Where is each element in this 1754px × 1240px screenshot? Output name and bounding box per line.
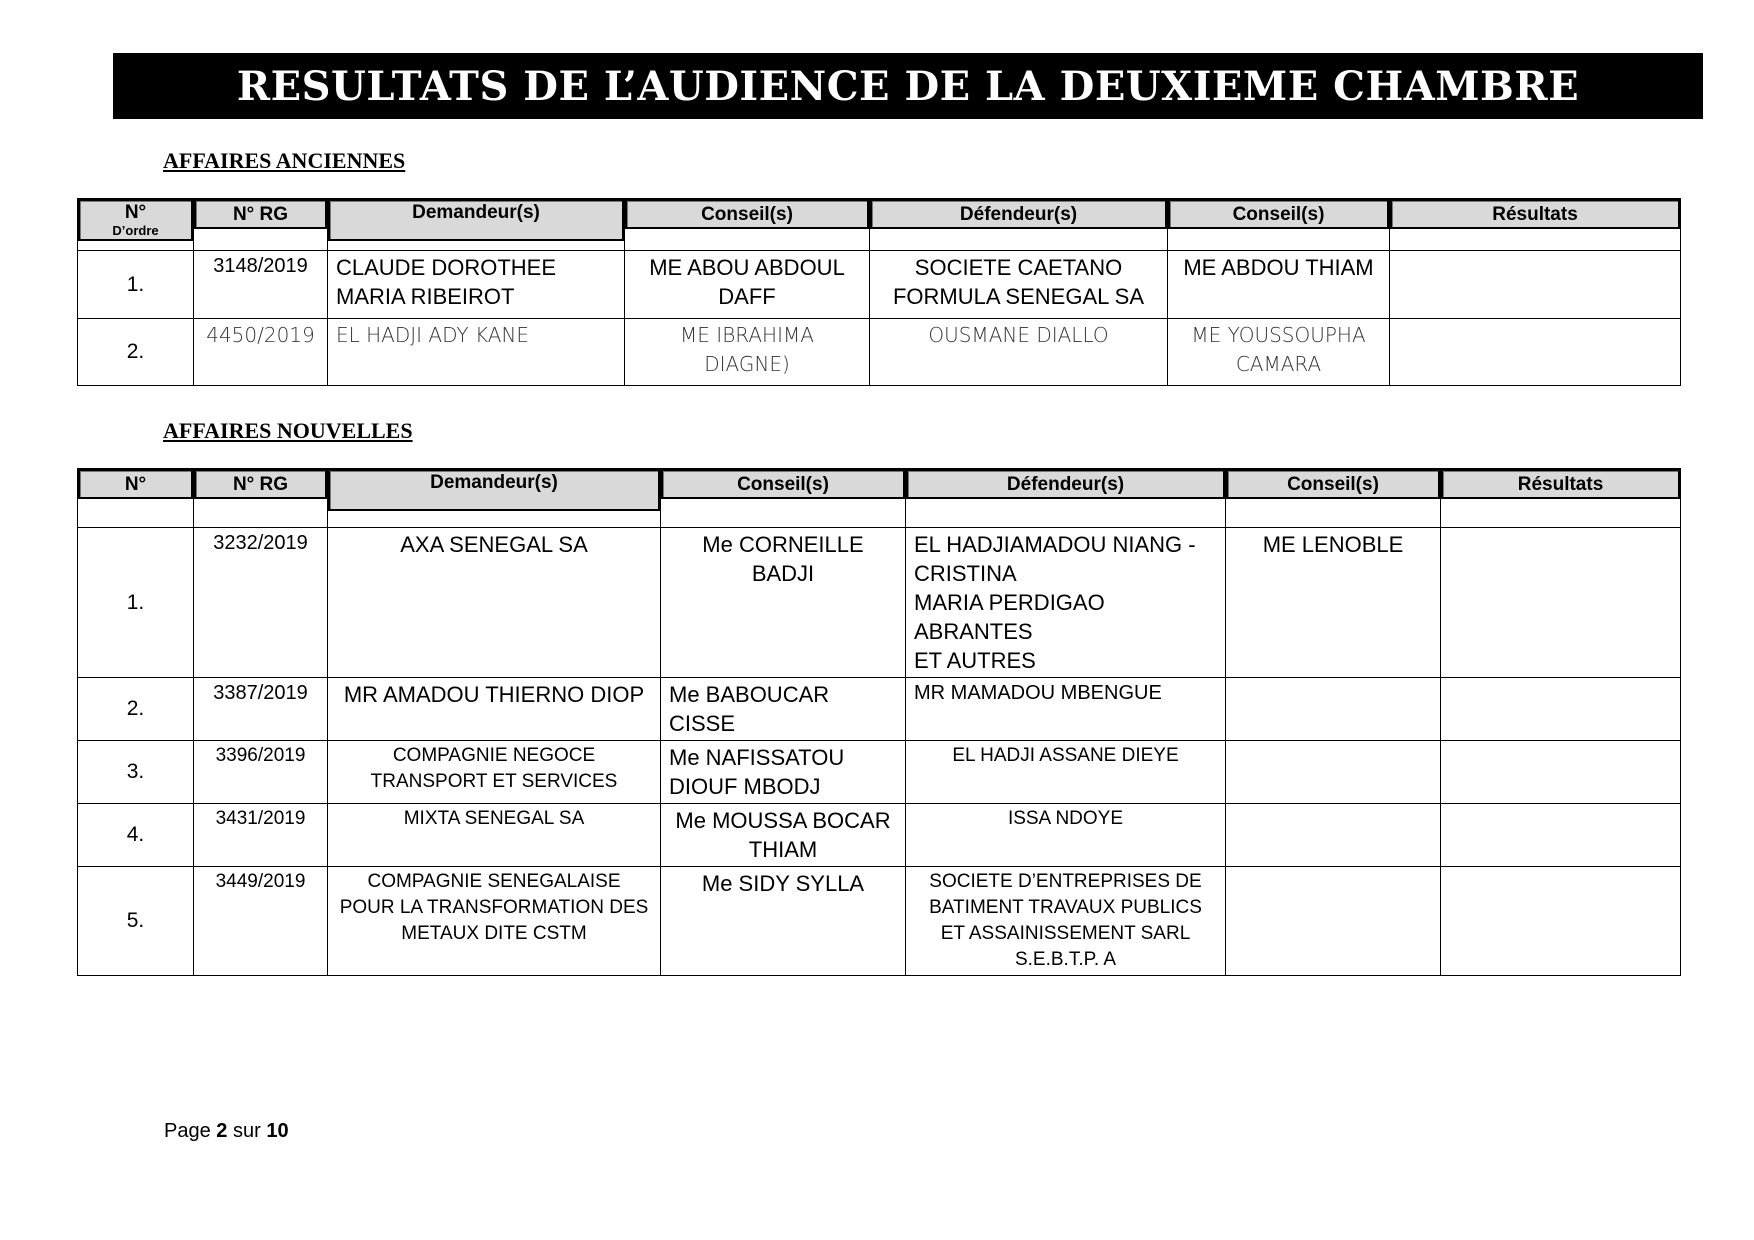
row-number: 4.: [78, 804, 194, 867]
header-ordre: N° D’ordre: [78, 199, 194, 251]
resultats-cell: [1441, 867, 1681, 976]
rg-number: 3431/2019: [194, 804, 328, 867]
defendeur-cell: EL HADJIAMADOU NIANG - CRISTINA MARIA PERDIGAO ABRANTES ET AUTRES: [906, 528, 1226, 678]
header-conseil: Conseil(s): [661, 469, 906, 528]
page-title: RESULTATS DE L’AUDIENCE DE LA DEUXIEME CHAMBRE: [236, 62, 1580, 110]
header-rg: N° RG: [194, 199, 328, 251]
resultats-cell: [1441, 741, 1681, 804]
conseil-cell: Me CORNEILLE BADJI: [661, 528, 906, 678]
conseil-cell: Me NAFISSATOU DIOUF MBODJ: [661, 741, 906, 804]
rg-number: 3232/2019: [194, 528, 328, 678]
demandeur-cell: EL HADJI ADY KANE: [328, 319, 625, 386]
header-conseil: Conseil(s): [625, 199, 870, 251]
conseil-cell: [1226, 867, 1441, 976]
demandeur-cell: COMPAGNIE SENEGALAISE POUR LA TRANSFORMATION DES METAUX DITE CSTM: [328, 867, 661, 976]
conseil-cell: [1226, 678, 1441, 741]
table-row: [78, 867, 1681, 976]
demandeur-cell: MIXTA SENEGAL SA: [328, 804, 661, 867]
conseil-cell: Me BABOUCAR CISSE: [661, 678, 906, 741]
rg-number: 3396/2019: [194, 741, 328, 804]
defendeur-cell: OUSMANE DIALLO: [870, 319, 1168, 386]
table-row: [78, 741, 1681, 804]
demandeur-cell: MR AMADOU THIERNO DIOP: [328, 678, 661, 741]
conseil-cell: ME LENOBLE: [1226, 528, 1441, 678]
defendeur-cell: ISSA NDOYE: [906, 804, 1226, 867]
table-row: [78, 251, 1681, 319]
old-cases-heading: AFFAIRES ANCIENNES: [163, 148, 406, 173]
table-row: [78, 319, 1681, 386]
resultats-cell: [1441, 678, 1681, 741]
header-resultats: Résultats: [1390, 199, 1681, 251]
page-number: Page 2 sur 10: [164, 1120, 289, 1142]
conseil-cell: [1226, 741, 1441, 804]
old-cases-header-row: [78, 199, 1681, 251]
header-conseil: Conseil(s): [1226, 469, 1441, 528]
header-defendeur: Défendeur(s): [906, 469, 1226, 528]
rg-number: 4450/2019: [194, 319, 328, 386]
conseil-cell: [1226, 804, 1441, 867]
resultats-cell: [1390, 319, 1681, 386]
row-number: 1.: [78, 251, 194, 319]
header-conseil: Conseil(s): [1168, 199, 1390, 251]
defendeur-cell: SOCIETE CAETANO FORMULA SENEGAL SA: [870, 251, 1168, 319]
resultats-cell: [1441, 804, 1681, 867]
row-number: 2.: [78, 319, 194, 386]
row-number: 3.: [78, 741, 194, 804]
resultats-cell: [1441, 528, 1681, 678]
conseil-cell: ME ABDOU THIAM: [1168, 251, 1390, 319]
demandeur-cell: CLAUDE DOROTHEE MARIA RIBEIROT: [328, 251, 625, 319]
conseil-cell: Me MOUSSA BOCAR THIAM: [661, 804, 906, 867]
defendeur-cell: MR MAMADOU MBENGUE: [906, 678, 1226, 741]
table-row: [78, 678, 1681, 741]
header-ordre: N°: [78, 469, 194, 528]
header-resultats: Résultats: [1441, 469, 1681, 528]
table-row: [78, 804, 1681, 867]
resultats-cell: [1390, 251, 1681, 319]
row-number: 1.: [78, 528, 194, 678]
rg-number: 3449/2019: [194, 867, 328, 976]
header-demandeur: Demandeur(s): [328, 469, 661, 528]
conseil-cell: ME YOUSSOUPHA CAMARA: [1168, 319, 1390, 386]
header-rg: N° RG: [194, 469, 328, 528]
row-number: 5.: [78, 867, 194, 976]
rg-number: 3148/2019: [194, 251, 328, 319]
new-cases-table: [77, 468, 1681, 976]
title-banner: [113, 53, 1703, 119]
old-cases-table: [77, 198, 1681, 386]
conseil-cell: Me SIDY SYLLA: [661, 867, 906, 976]
header-defendeur: Défendeur(s): [870, 199, 1168, 251]
header-demandeur: Demandeur(s): [328, 199, 625, 251]
conseil-cell: ME ABOU ABDOUL DAFF: [625, 251, 870, 319]
rg-number: 3387/2019: [194, 678, 328, 741]
defendeur-cell: SOCIETE D’ENTREPRISES DE BATIMENT TRAVAUX PUBLICS ET ASSAINISSEMENT SARL S.E.B.T.P. A: [906, 867, 1226, 976]
row-number: 2.: [78, 678, 194, 741]
demandeur-cell: AXA SENEGAL SA: [328, 528, 661, 678]
conseil-cell: ME IBRAHIMA DIAGNE): [625, 319, 870, 386]
demandeur-cell: COMPAGNIE NEGOCE TRANSPORT ET SERVICES: [328, 741, 661, 804]
defendeur-cell: EL HADJI ASSANE DIEYE: [906, 741, 1226, 804]
new-cases-header-row: [78, 469, 1681, 528]
new-cases-heading: AFFAIRES NOUVELLES: [163, 418, 413, 443]
table-row: [78, 528, 1681, 678]
